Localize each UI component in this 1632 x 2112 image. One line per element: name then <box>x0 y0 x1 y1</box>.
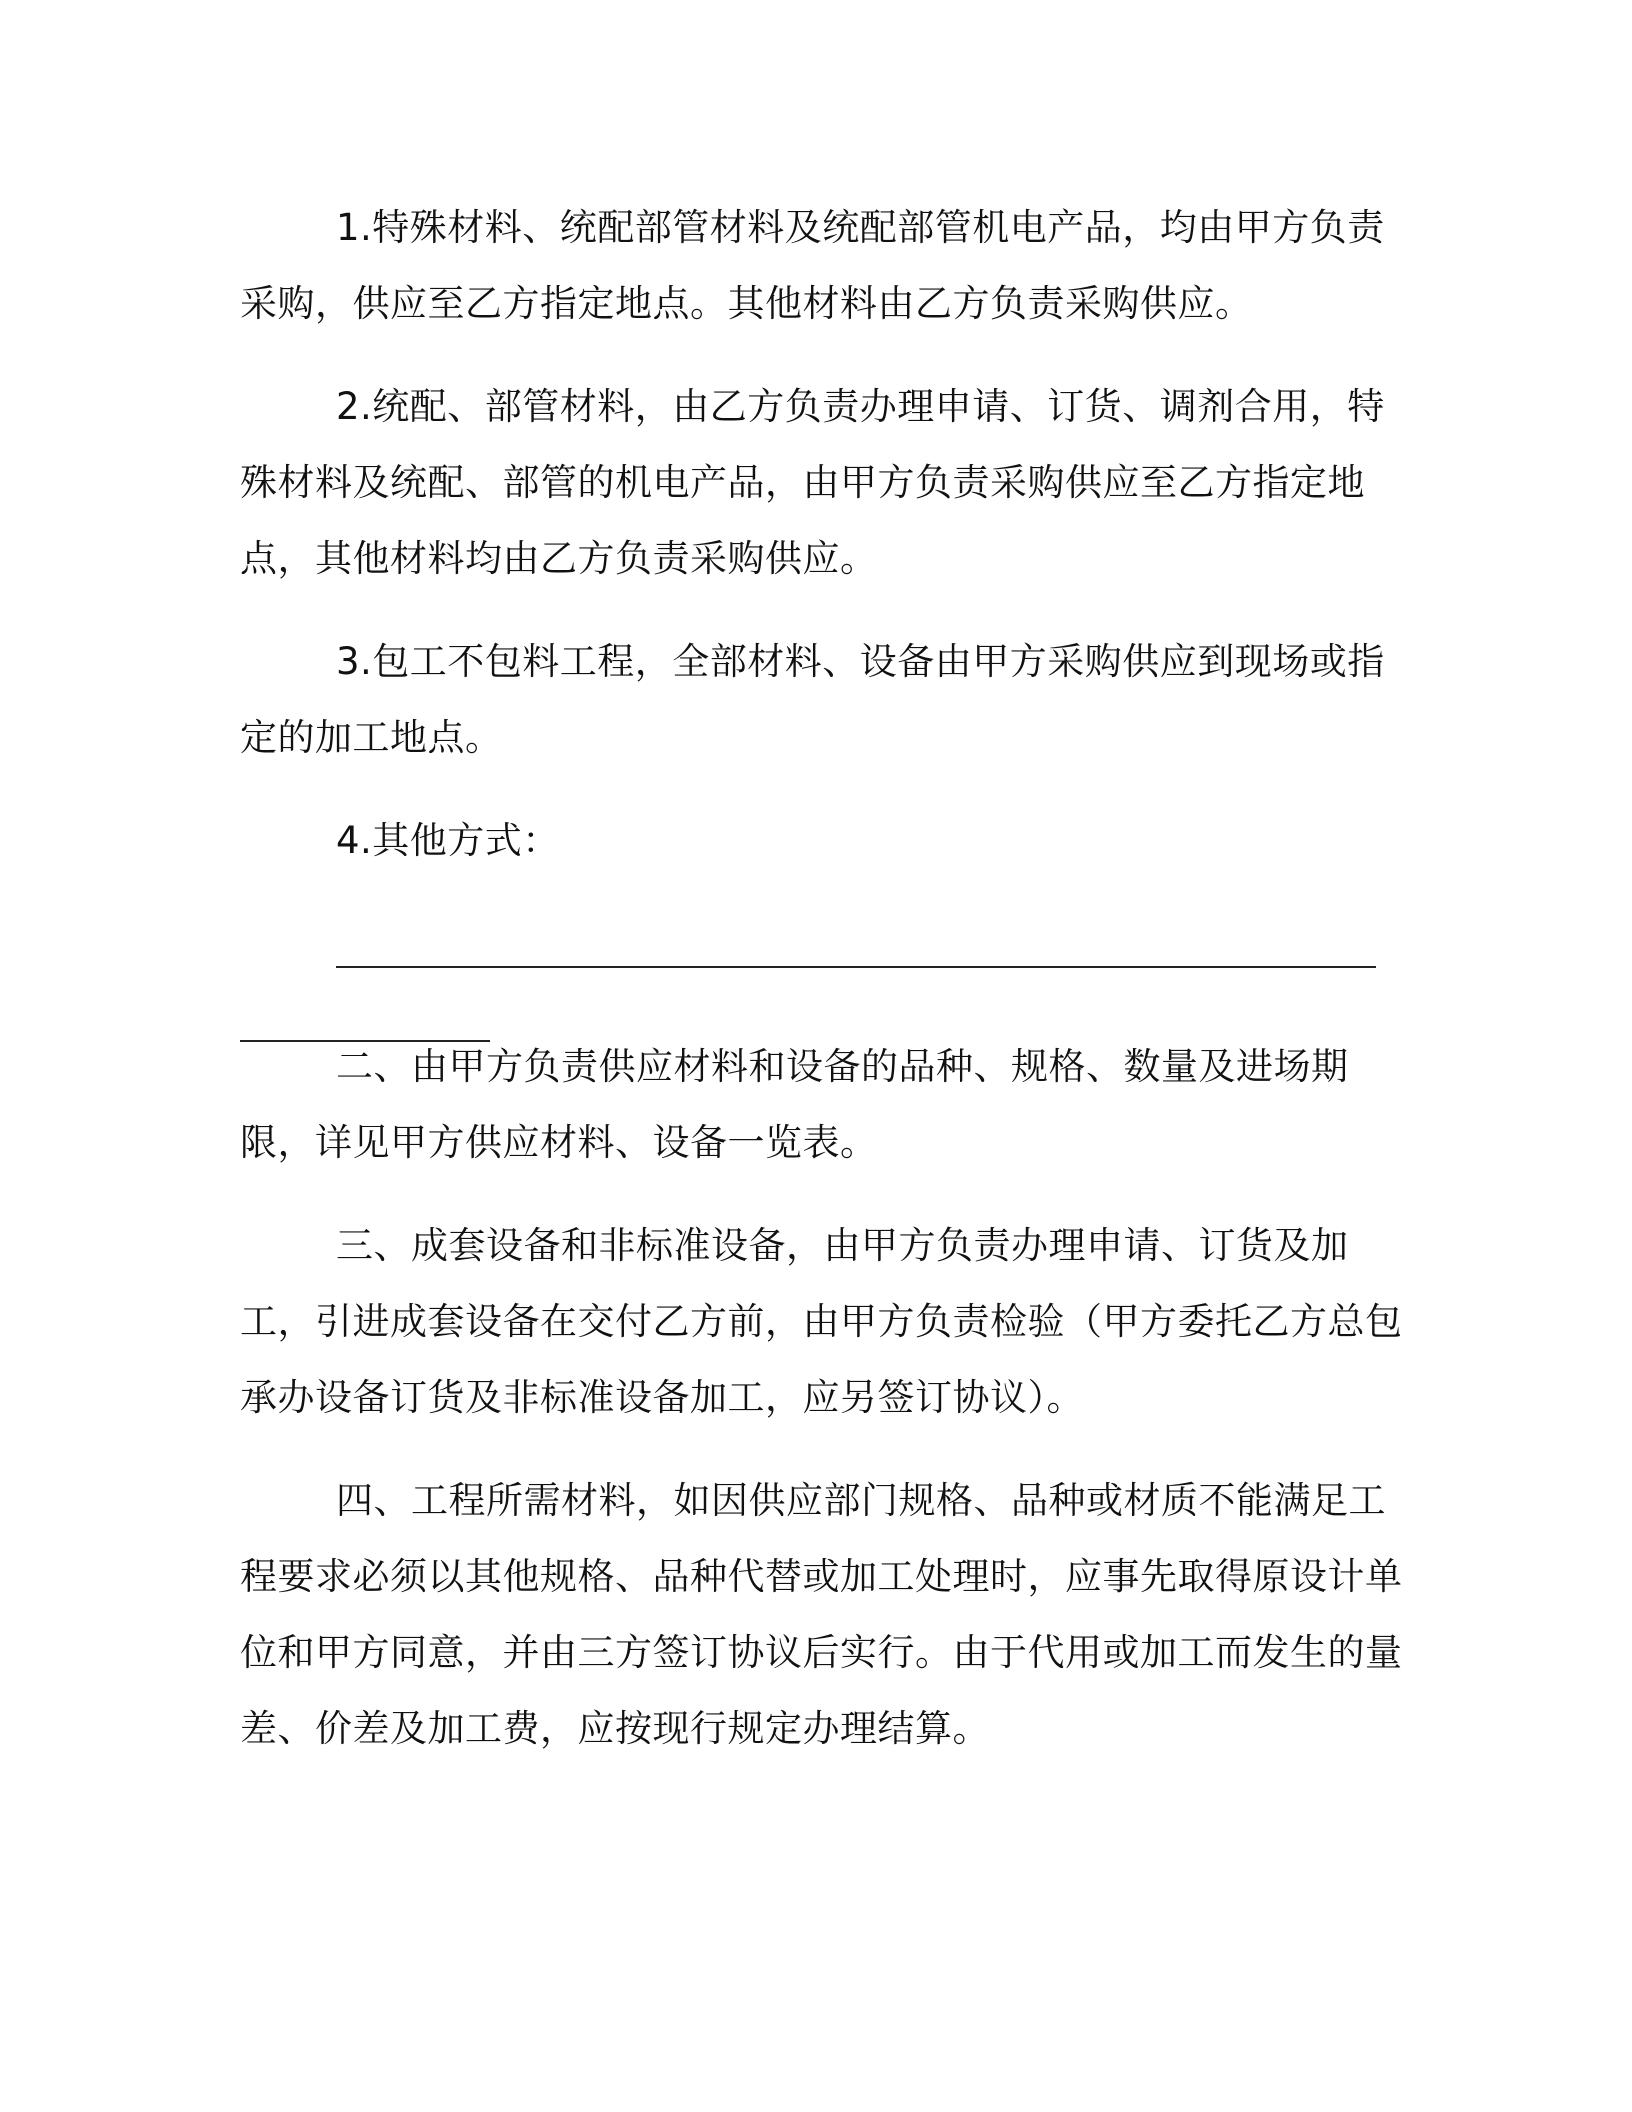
section-3: 三、成套设备和非标准设备，由甲方负责办理申请、订货及加工，引进成套设备在交付乙方前，由甲方负责检验（甲方委托乙方总包承办设备订货及非标准设备加工，应另签订协议）。 <box>240 1224 1403 1419</box>
clause-3: 3.包工不包料工程，全部材料、设备由甲方采购供应到现场或指定的加工地点。 <box>240 640 1385 759</box>
fill-in-blank-line <box>240 1040 490 1042</box>
section-2: 二、由甲方负责供应材料和设备的品种、规格、数量及进场期限，详见甲方供应材料、设备一览表。 <box>240 1045 1349 1164</box>
clause-1: 1.特殊材料、统配部管材料及统配部管机电产品，均由甲方负责采购，供应至乙方指定地点。其他材料由乙方负责采购供应。 <box>240 206 1385 325</box>
clause-2: 2.统配、部管材料，由乙方负责办理申请、订货、调剂合用，特殊材料及统配、部管的机电产品，由甲方负责采购供应至乙方指定地点，其他材料均由乙方负责采购供应。 <box>240 385 1385 580</box>
fill-in-blank-line <box>336 966 1376 968</box>
document-body <box>240 190 1410 1794</box>
clause-4: 4.其他方式： <box>336 819 560 862</box>
section-4: 四、工程所需材料，如因供应部门规格、品种或材质不能满足工程要求必须以其他规格、品种代替或加工处理时，应事先取得原设计单位和甲方同意，并由三方签订协议后实行。由于代用或加工而发生的量差、价差及加工费，应按现行规定办理结算。 <box>240 1479 1403 1750</box>
